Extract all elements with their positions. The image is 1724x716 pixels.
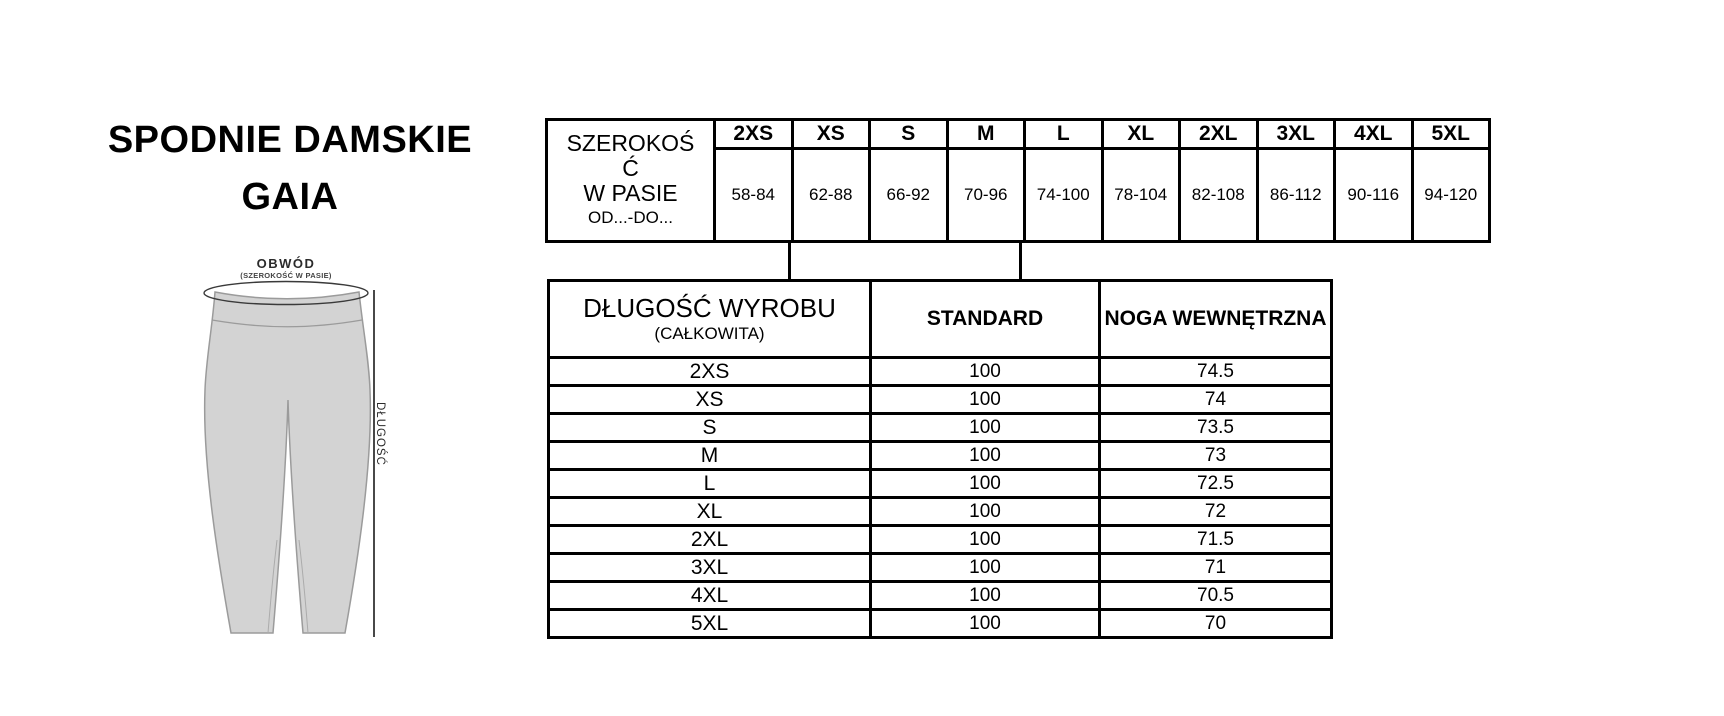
length-row-size: XL (549, 498, 871, 526)
waist-size-header-s: S (870, 120, 948, 149)
length-row-inner-leg: 70.5 (1100, 582, 1332, 610)
waist-title-line: SZEROKOŚ (566, 130, 695, 156)
length-row-inner-leg: 70 (1100, 610, 1332, 638)
length-header-row (549, 281, 1332, 358)
table-connector-line-right (1019, 243, 1022, 281)
product-length-table (547, 279, 1333, 639)
length-row-s (549, 414, 1332, 442)
length-row-3xl (549, 554, 1332, 582)
length-row-5xl (549, 610, 1332, 638)
length-row-2xs (549, 358, 1332, 386)
inner-leg-column-header: NOGA WEWNĘTRZNA (1100, 281, 1332, 358)
length-row-2xl (549, 526, 1332, 554)
waist-table-title-cell (547, 120, 715, 242)
waist-range-xs: 62-88 (792, 149, 870, 242)
waist-size-header-4xl: 4XL (1335, 120, 1413, 149)
length-row-size: L (549, 470, 871, 498)
length-row-size: 3XL (549, 554, 871, 582)
waist-header-row (547, 120, 1490, 149)
length-row-inner-leg: 71 (1100, 554, 1332, 582)
waist-title-range-hint: OD...-DO... (588, 208, 673, 227)
length-table-title-cell (549, 281, 871, 358)
table-connector-line-left (788, 243, 791, 281)
length-row-inner-leg: 73 (1100, 442, 1332, 470)
length-row-standard: 100 (871, 386, 1100, 414)
waist-title-line: W PASIE (583, 180, 678, 206)
waist-range-4xl: 90-116 (1335, 149, 1413, 242)
title-line-1: SPODNIE DAMSKIE (107, 119, 473, 161)
pants-illustration (175, 250, 400, 645)
length-row-size: 2XL (549, 526, 871, 554)
length-row-inner-leg: 72.5 (1100, 470, 1332, 498)
length-row-size: XS (549, 386, 871, 414)
length-row-size: 4XL (549, 582, 871, 610)
waist-size-header-xl: XL (1102, 120, 1180, 149)
waist-measure-sublabel: (SZEROKOŚĆ W PASIE) (240, 271, 332, 280)
length-title-subline: (CAŁKOWITA) (654, 324, 765, 343)
waist-size-table (545, 118, 1491, 243)
title-line-2: GAIA (241, 176, 339, 218)
length-row-inner-leg: 74 (1100, 386, 1332, 414)
length-row-inner-leg: 71.5 (1100, 526, 1332, 554)
waist-size-header-3xl: 3XL (1257, 120, 1335, 149)
length-row-inner-leg: 72 (1100, 498, 1332, 526)
length-row-standard: 100 (871, 414, 1100, 442)
length-row-standard: 100 (871, 526, 1100, 554)
waist-size-header-l: L (1025, 120, 1103, 149)
length-row-inner-leg: 74.5 (1100, 358, 1332, 386)
length-row-4xl (549, 582, 1332, 610)
waist-size-header-2xs: 2XS (715, 120, 793, 149)
length-row-m (549, 442, 1332, 470)
length-row-standard: 100 (871, 498, 1100, 526)
length-row-standard: 100 (871, 358, 1100, 386)
waist-title-line: Ć (622, 155, 639, 181)
pants-shape (205, 292, 371, 633)
waist-range-2xl: 82-108 (1180, 149, 1258, 242)
waist-range-s: 66-92 (870, 149, 948, 242)
length-row-standard: 100 (871, 442, 1100, 470)
waist-size-header-xs: XS (792, 120, 870, 149)
length-row-size: M (549, 442, 871, 470)
length-title-line: DŁUGOŚĆ WYROBU (583, 293, 836, 323)
waist-range-2xs: 58-84 (715, 149, 793, 242)
waist-range-5xl: 94-120 (1412, 149, 1490, 242)
length-row-xl (549, 498, 1332, 526)
length-row-size: S (549, 414, 871, 442)
length-row-l (549, 470, 1332, 498)
length-row-standard: 100 (871, 554, 1100, 582)
length-row-standard: 100 (871, 582, 1100, 610)
length-row-inner-leg: 73.5 (1100, 414, 1332, 442)
length-row-standard: 100 (871, 470, 1100, 498)
waist-range-l: 74-100 (1025, 149, 1103, 242)
waist-range-xl: 78-104 (1102, 149, 1180, 242)
length-row-size: 2XS (549, 358, 871, 386)
length-row-xs (549, 386, 1332, 414)
length-row-standard: 100 (871, 610, 1100, 638)
waist-measure-label: OBWÓD (256, 256, 316, 271)
waist-size-header-5xl: 5XL (1412, 120, 1490, 149)
length-measure-label: DŁUGOŚĆ (374, 402, 386, 466)
waist-size-header-2xl: 2XL (1180, 120, 1258, 149)
waist-range-m: 70-96 (947, 149, 1025, 242)
waist-range-3xl: 86-112 (1257, 149, 1335, 242)
page-title (55, 112, 525, 226)
length-row-size: 5XL (549, 610, 871, 638)
standard-column-header: STANDARD (871, 281, 1100, 358)
waist-size-header-m: M (947, 120, 1025, 149)
